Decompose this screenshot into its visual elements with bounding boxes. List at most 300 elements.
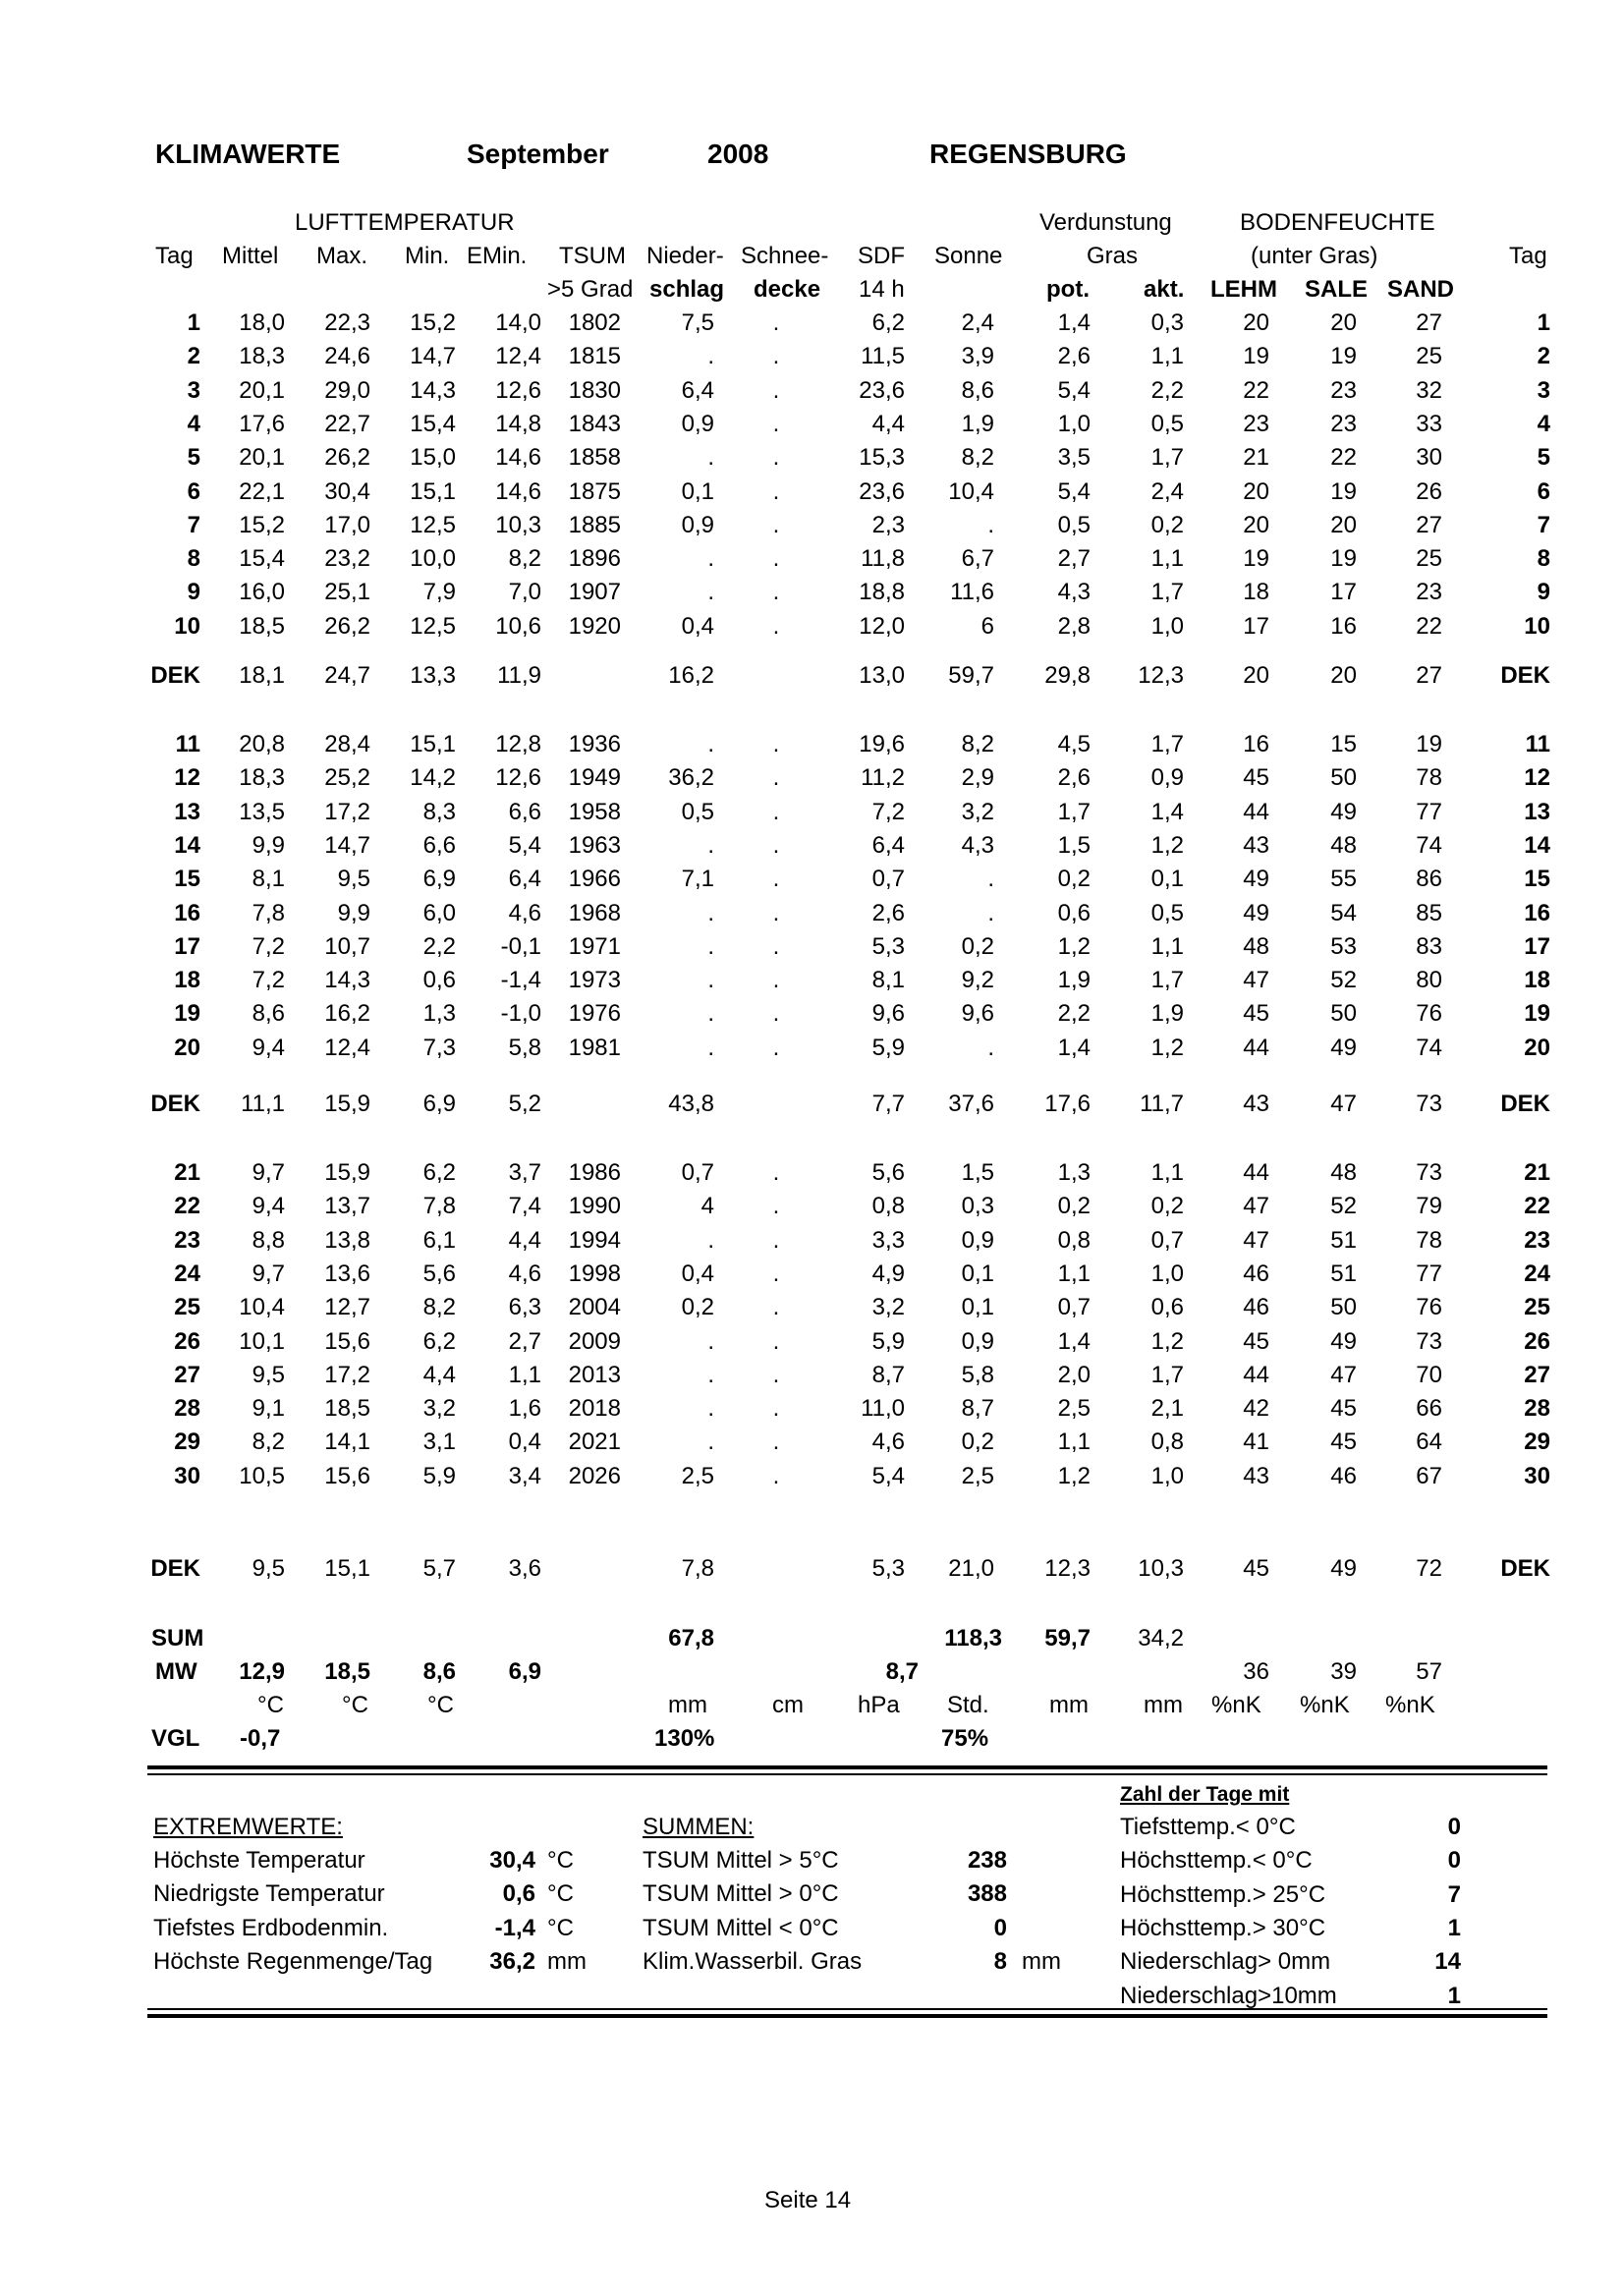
cell-verd-akt: 1,7	[1150, 731, 1184, 757]
cell-tag-right: 19	[1524, 1000, 1550, 1028]
cell-sand: 80	[1416, 967, 1442, 994]
cell-max: 14,7	[324, 831, 370, 859]
cell-schneedecke: .	[772, 932, 780, 960]
cell-mittel: 15,4	[239, 545, 285, 573]
cell-tag-right: 5	[1537, 444, 1550, 472]
cell-tag-right: 7	[1537, 511, 1550, 538]
cell-min: 6,2	[422, 1327, 456, 1355]
cell-verd-akt: 0,3	[1150, 309, 1184, 336]
cell-sonne: 59,7	[948, 662, 994, 689]
cell-tag: 7	[187, 511, 200, 538]
cell-schneedecke: .	[772, 410, 780, 437]
cell-min: 6,9	[422, 866, 456, 893]
cell-niederschlag: .	[707, 579, 714, 606]
cell-verd-pot: 1,5	[1057, 831, 1091, 859]
cell-niederschlag: 0,5	[681, 798, 714, 825]
sum-sonne: 118,3	[944, 1625, 1002, 1652]
cell-tag-right: 18	[1524, 967, 1550, 994]
cell-verd-akt: 1,4	[1150, 798, 1184, 825]
cell-schneedecke: .	[772, 309, 780, 336]
unit-mittel: °C	[257, 1692, 284, 1718]
cell-sale: 48	[1330, 1159, 1357, 1186]
cell-verd-pot: 1,4	[1057, 309, 1091, 336]
cell-mittel: 20,1	[239, 444, 285, 472]
cell-sand: 64	[1416, 1428, 1442, 1456]
cell-max: 9,5	[337, 866, 370, 893]
cell-schneedecke: .	[772, 1361, 780, 1388]
unit-min: °C	[427, 1692, 454, 1718]
cell-sonne: .	[987, 1034, 994, 1061]
cell-niederschlag: .	[707, 731, 714, 757]
tage-label: Niederschlag>10mm	[1120, 1982, 1337, 2009]
cell-emin: 8,2	[508, 545, 541, 573]
cell-sdf: 4,6	[871, 1428, 905, 1456]
tage-label: Niederschlag> 0mm	[1120, 1948, 1331, 1976]
cell-verd-akt: 0,8	[1150, 1428, 1184, 1456]
cell-verd-akt: 0,6	[1150, 1294, 1184, 1321]
cell-sdf: 8,7	[871, 1361, 905, 1388]
tage-heading: Zahl der Tage mit	[1120, 1783, 1290, 1806]
cell-sonne: 6	[980, 612, 994, 640]
cell-sand: 66	[1416, 1395, 1442, 1423]
cell-lehm: 44	[1243, 798, 1269, 825]
cell-sdf: 12,0	[859, 612, 905, 640]
cell-max: 22,7	[324, 410, 370, 437]
cell-tsum: 1936	[568, 731, 621, 757]
cell-niederschlag: .	[707, 967, 714, 994]
col-min: Min.	[405, 243, 450, 269]
cell-verd-akt: 1,9	[1150, 1000, 1184, 1028]
cell-mittel: 11,1	[241, 1091, 285, 1117]
cell-tag-right: 29	[1524, 1428, 1550, 1456]
cell-min: 6,2	[422, 1159, 456, 1186]
cell-min: 8,2	[422, 1294, 456, 1321]
cell-sand: 23	[1416, 579, 1442, 606]
cell-min: 15,4	[410, 410, 456, 437]
cell-schneedecke: .	[772, 1428, 780, 1456]
cell-verd-akt: 0,5	[1150, 410, 1184, 437]
cell-verd-pot: 1,3	[1057, 1159, 1091, 1186]
cell-max: 24,6	[324, 343, 370, 370]
cell-sonne: 8,2	[961, 444, 994, 472]
cell-niederschlag: 36,2	[668, 764, 714, 792]
cell-tsum: 2018	[568, 1395, 621, 1423]
cell-lehm: 48	[1243, 932, 1269, 960]
cell-tag: 29	[174, 1428, 200, 1456]
col-tag-right: Tag	[1509, 243, 1547, 269]
cell-verd-akt: 1,2	[1150, 831, 1184, 859]
cell-max: 17,2	[324, 798, 370, 825]
group-verdunstung: Verdunstung	[1039, 209, 1172, 236]
cell-verd-pot: 5,4	[1057, 376, 1091, 404]
cell-sale: 55	[1330, 866, 1357, 893]
cell-lehm: 43	[1243, 1462, 1269, 1489]
cell-schneedecke: .	[772, 612, 780, 640]
cell-sand: 77	[1416, 798, 1442, 825]
cell-verd-akt: 1,1	[1150, 1159, 1184, 1186]
cell-verd-akt: 1,1	[1150, 932, 1184, 960]
col-pot: pot.	[1046, 276, 1090, 303]
unit-lehm: %nK	[1211, 1692, 1261, 1718]
cell-max: 10,7	[324, 932, 370, 960]
cell-emin: 0,4	[508, 1428, 541, 1456]
cell-tsum: 1858	[568, 444, 621, 472]
sum-verdunstung-pot: 59,7	[1044, 1625, 1091, 1652]
cell-sdf: 4,9	[871, 1260, 905, 1287]
cell-max: 14,1	[324, 1428, 370, 1456]
cell-mittel: 7,2	[252, 932, 285, 960]
cell-tsum: 1986	[568, 1159, 621, 1186]
cell-emin: 5,2	[508, 1091, 541, 1117]
cell-sdf: 5,9	[871, 1034, 905, 1061]
cell-max: 9,9	[337, 899, 370, 926]
cell-max: 28,4	[324, 731, 370, 757]
cell-tsum: 2021	[568, 1428, 621, 1456]
cell-niederschlag: .	[707, 1327, 714, 1355]
summen-label: Klim.Wasserbil. Gras	[643, 1947, 863, 1975]
mw-max: 18,5	[324, 1658, 370, 1685]
cell-max: 22,3	[324, 309, 370, 336]
cell-tag-right: 27	[1524, 1361, 1550, 1388]
rule-top-thick	[147, 1765, 1547, 1769]
cell-max: 15,9	[324, 1091, 370, 1117]
mw-sale: 39	[1330, 1658, 1357, 1685]
cell-sdf: 7,2	[871, 798, 905, 825]
cell-min: 3,1	[422, 1428, 456, 1456]
cell-tag-right: 13	[1524, 798, 1550, 825]
cell-sale: 52	[1330, 967, 1357, 994]
cell-tag-right: 10	[1524, 612, 1550, 640]
cell-sale: 47	[1330, 1091, 1357, 1117]
cell-tag-right: 11	[1525, 731, 1550, 757]
cell-sdf: 5,3	[871, 1555, 905, 1582]
cell-max: 23,2	[324, 545, 370, 573]
cell-mittel: 10,5	[239, 1462, 285, 1489]
col-max: Max.	[316, 243, 368, 269]
cell-sand: 78	[1416, 1226, 1442, 1254]
unit-akt: mm	[1144, 1692, 1183, 1718]
cell-sale: 20	[1330, 511, 1357, 538]
extremwert-unit: °C	[547, 1847, 574, 1874]
cell-tag: 14	[174, 831, 200, 859]
cell-mittel: 9,9	[252, 831, 285, 859]
cell-sonne: 3,2	[961, 798, 994, 825]
cell-mittel: 13,5	[239, 798, 285, 825]
extremwert-value: 36,2	[489, 1947, 535, 1975]
cell-niederschlag: .	[707, 831, 714, 859]
cell-niederschlag: .	[707, 1428, 714, 1456]
cell-sonne: .	[987, 866, 994, 893]
cell-schneedecke: .	[772, 1462, 780, 1489]
rule-bottom-thin	[147, 2008, 1547, 2010]
cell-schneedecke: .	[772, 1294, 780, 1321]
cell-min: 15,0	[410, 444, 456, 472]
cell-lehm: 20	[1243, 511, 1269, 538]
tage-label: Höchsttemp.> 25°C	[1120, 1880, 1326, 1908]
cell-tag-right: 3	[1537, 376, 1550, 404]
cell-tag: 6	[187, 477, 200, 505]
tage-value: 1	[1447, 1982, 1461, 2009]
cell-tag-right: 12	[1524, 764, 1550, 792]
cell-lehm: 17	[1243, 612, 1269, 640]
cell-schneedecke: .	[772, 1327, 780, 1355]
cell-lehm: 22	[1243, 376, 1269, 404]
cell-sale: 17	[1330, 579, 1357, 606]
cell-niederschlag: 6,4	[681, 376, 714, 404]
unit-sale: %nK	[1300, 1692, 1350, 1718]
cell-sdf: 11,8	[861, 545, 905, 573]
cell-sand: 76	[1416, 1294, 1442, 1321]
col-sdf-sub: 14 h	[859, 276, 905, 303]
cell-niederschlag: 0,9	[681, 511, 714, 538]
cell-tag: 27	[174, 1361, 200, 1388]
cell-sand: 32	[1416, 376, 1442, 404]
cell-sale: 54	[1330, 899, 1357, 926]
cell-verd-akt: 1,7	[1150, 967, 1184, 994]
cell-emin: 12,6	[495, 376, 541, 404]
cell-mittel: 18,1	[239, 662, 285, 689]
cell-tag: 21	[174, 1159, 200, 1186]
cell-mittel: 15,2	[239, 511, 285, 538]
cell-sdf: 7,7	[871, 1091, 905, 1117]
cell-min: 6,1	[422, 1226, 456, 1254]
cell-tsum: 1971	[568, 932, 621, 960]
col-gras: Gras	[1087, 243, 1139, 269]
cell-verd-akt: 2,4	[1150, 477, 1184, 505]
cell-tag-right: 4	[1537, 410, 1550, 437]
extremwert-unit: °C	[547, 1914, 574, 1941]
cell-tag: 3	[187, 376, 200, 404]
rule-bottom-thick	[147, 2014, 1547, 2018]
cell-sand: 73	[1416, 1159, 1442, 1186]
cell-lehm: 44	[1243, 1034, 1269, 1061]
cell-niederschlag: 43,8	[668, 1091, 714, 1117]
cell-sdf: 23,6	[859, 477, 905, 505]
cell-mittel: 20,8	[239, 731, 285, 757]
cell-tsum: 1885	[568, 511, 621, 538]
cell-sonne: 9,2	[961, 967, 994, 994]
cell-verd-pot: 1,1	[1057, 1260, 1091, 1287]
cell-tag: 20	[174, 1034, 200, 1061]
cell-lehm: 20	[1243, 477, 1269, 505]
cell-schneedecke: .	[772, 1260, 780, 1287]
cell-min: 6,9	[422, 1091, 456, 1117]
cell-verd-akt: 10,3	[1138, 1555, 1184, 1582]
cell-min: 7,8	[422, 1193, 456, 1220]
cell-tag-right: 22	[1524, 1193, 1550, 1220]
cell-verd-akt: 1,0	[1150, 1260, 1184, 1287]
cell-emin: 12,4	[495, 343, 541, 370]
cell-min: 7,3	[422, 1034, 456, 1061]
cell-verd-pot: 4,3	[1057, 579, 1091, 606]
cell-mittel: 9,7	[252, 1159, 285, 1186]
cell-sdf: 11,5	[861, 343, 905, 370]
cell-sale: 50	[1330, 1294, 1357, 1321]
cell-sonne: 1,5	[961, 1159, 994, 1186]
cell-sale: 45	[1330, 1428, 1357, 1456]
cell-mittel: 9,1	[252, 1395, 285, 1423]
cell-tsum: 2026	[568, 1462, 621, 1489]
cell-verd-akt: 2,2	[1150, 376, 1184, 404]
cell-emin: 7,4	[508, 1193, 541, 1220]
cell-sdf: 3,2	[871, 1294, 905, 1321]
cell-max: 25,2	[324, 764, 370, 792]
cell-lehm: 47	[1243, 967, 1269, 994]
cell-emin: 11,9	[497, 662, 541, 689]
summen-label: TSUM Mittel > 0°C	[643, 1880, 839, 1908]
cell-sdf: 3,3	[871, 1226, 905, 1254]
cell-tag: 23	[174, 1226, 200, 1254]
cell-lehm: 46	[1243, 1260, 1269, 1287]
cell-sand: 73	[1416, 1327, 1442, 1355]
cell-verd-pot: 0,7	[1057, 1294, 1091, 1321]
cell-sale: 50	[1330, 764, 1357, 792]
cell-tsum: 1802	[568, 309, 621, 336]
summen-heading: SUMMEN:	[643, 1814, 755, 1840]
cell-tag-right: 21	[1524, 1159, 1550, 1186]
cell-sonne: 2,9	[961, 764, 994, 792]
cell-mittel: 18,0	[239, 309, 285, 336]
cell-schneedecke: .	[772, 579, 780, 606]
cell-mittel: 9,5	[252, 1555, 285, 1582]
cell-tag: 4	[187, 410, 200, 437]
cell-sale: 45	[1330, 1395, 1357, 1423]
cell-tag: 13	[174, 798, 200, 825]
cell-emin: 5,4	[508, 831, 541, 859]
cell-niederschlag: 7,1	[681, 866, 714, 893]
cell-schneedecke: .	[772, 1159, 780, 1186]
col-schnee-sub: decke	[754, 276, 821, 303]
cell-tag-right: 20	[1524, 1034, 1550, 1061]
cell-lehm: 47	[1243, 1193, 1269, 1220]
cell-sale: 49	[1330, 1327, 1357, 1355]
cell-mittel: 9,4	[252, 1193, 285, 1220]
cell-verd-pot: 1,1	[1057, 1428, 1091, 1456]
cell-niederschlag: .	[707, 932, 714, 960]
cell-tag: 17	[174, 932, 200, 960]
mw-emin: 6,9	[508, 1658, 541, 1685]
cell-verd-pot: 2,7	[1057, 545, 1091, 573]
extremwert-unit: mm	[547, 1947, 587, 1975]
cell-sale: 53	[1330, 932, 1357, 960]
extremwert-value: 30,4	[489, 1847, 535, 1874]
cell-sale: 19	[1330, 343, 1357, 370]
cell-schneedecke: .	[772, 1034, 780, 1061]
tage-label: Höchsttemp.< 0°C	[1120, 1847, 1313, 1875]
cell-niederschlag: 7,8	[681, 1555, 714, 1582]
cell-verd-akt: 2,1	[1150, 1395, 1184, 1423]
cell-max: 30,4	[324, 477, 370, 505]
cell-emin: 5,8	[508, 1034, 541, 1061]
cell-schneedecke: .	[772, 545, 780, 573]
cell-emin: 10,6	[495, 612, 541, 640]
cell-schneedecke: .	[772, 1000, 780, 1028]
cell-tag: 26	[174, 1327, 200, 1355]
extremwert-value: -1,4	[494, 1914, 535, 1941]
report-month: September	[467, 139, 609, 169]
vgl-sonne: 75%	[941, 1725, 989, 1752]
cell-tsum: 1990	[568, 1193, 621, 1220]
cell-tag-right: DEK	[1500, 1091, 1550, 1117]
cell-niederschlag: .	[707, 343, 714, 370]
summen-label: TSUM Mittel > 5°C	[643, 1847, 839, 1874]
cell-niederschlag: 0,7	[681, 1159, 714, 1186]
extremwert-label: Höchste Temperatur	[153, 1847, 365, 1874]
cell-min: 7,9	[422, 579, 456, 606]
cell-tag-right: 9	[1537, 579, 1550, 606]
cell-tag-right: 25	[1524, 1294, 1550, 1321]
cell-sdf: 15,3	[859, 444, 905, 472]
cell-sale: 49	[1330, 798, 1357, 825]
group-lufttemperatur: LUFTTEMPERATUR	[295, 209, 515, 236]
cell-tag: 30	[174, 1462, 200, 1489]
cell-emin: 12,6	[495, 764, 541, 792]
cell-sonne: 8,6	[961, 376, 994, 404]
cell-sale: 15	[1330, 731, 1357, 757]
report-title: KLIMAWERTE	[155, 139, 341, 169]
cell-tag: 16	[174, 899, 200, 926]
col-unter-gras: (unter Gras)	[1251, 243, 1378, 269]
cell-verd-akt: 1,2	[1150, 1034, 1184, 1061]
cell-sonne: 37,6	[948, 1091, 994, 1117]
cell-sonne: 0,2	[961, 932, 994, 960]
cell-max: 15,6	[324, 1327, 370, 1355]
cell-verd-akt: 1,1	[1150, 545, 1184, 573]
cell-min: 6,6	[422, 831, 456, 859]
cell-sdf: 23,6	[859, 376, 905, 404]
cell-emin: 4,6	[508, 1260, 541, 1287]
cell-niederschlag: 0,4	[681, 1260, 714, 1287]
cell-sonne: 8,2	[961, 731, 994, 757]
cell-lehm: 43	[1243, 1091, 1269, 1117]
cell-verd-pot: 17,6	[1044, 1091, 1091, 1117]
cell-mittel: 17,6	[239, 410, 285, 437]
cell-schneedecke: .	[772, 1193, 780, 1220]
cell-verd-pot: 1,4	[1057, 1034, 1091, 1061]
cell-max: 15,1	[324, 1555, 370, 1582]
cell-max: 17,0	[324, 511, 370, 538]
cell-sdf: 4,4	[871, 410, 905, 437]
cell-min: 13,3	[410, 662, 456, 689]
cell-niederschlag: 0,2	[681, 1294, 714, 1321]
cell-schneedecke: .	[772, 967, 780, 994]
cell-sand: 27	[1416, 511, 1442, 538]
cell-sonne: 21,0	[948, 1555, 994, 1582]
cell-verd-pot: 29,8	[1044, 662, 1091, 689]
cell-emin: 1,1	[508, 1361, 541, 1388]
cell-max: 17,2	[324, 1361, 370, 1388]
cell-emin: 4,6	[508, 899, 541, 926]
cell-sonne: 3,9	[961, 343, 994, 370]
cell-mittel: 18,5	[239, 612, 285, 640]
cell-sale: 23	[1330, 410, 1357, 437]
cell-sdf: 2,6	[871, 899, 905, 926]
cell-sand: 26	[1416, 477, 1442, 505]
cell-niederschlag: .	[707, 1034, 714, 1061]
cell-sand: 74	[1416, 831, 1442, 859]
cell-sand: 30	[1416, 444, 1442, 472]
cell-max: 13,7	[324, 1193, 370, 1220]
cell-sale: 49	[1330, 1555, 1357, 1582]
cell-lehm: 45	[1243, 1000, 1269, 1028]
summen-unit: mm	[1022, 1947, 1061, 1975]
cell-tag-right: 16	[1524, 899, 1550, 926]
summen-label: TSUM Mittel < 0°C	[643, 1914, 839, 1941]
tage-value: 7	[1447, 1880, 1461, 1908]
mw-label: MW	[155, 1658, 197, 1685]
cell-tsum: 1966	[568, 866, 621, 893]
cell-sdf: 0,7	[871, 866, 905, 893]
